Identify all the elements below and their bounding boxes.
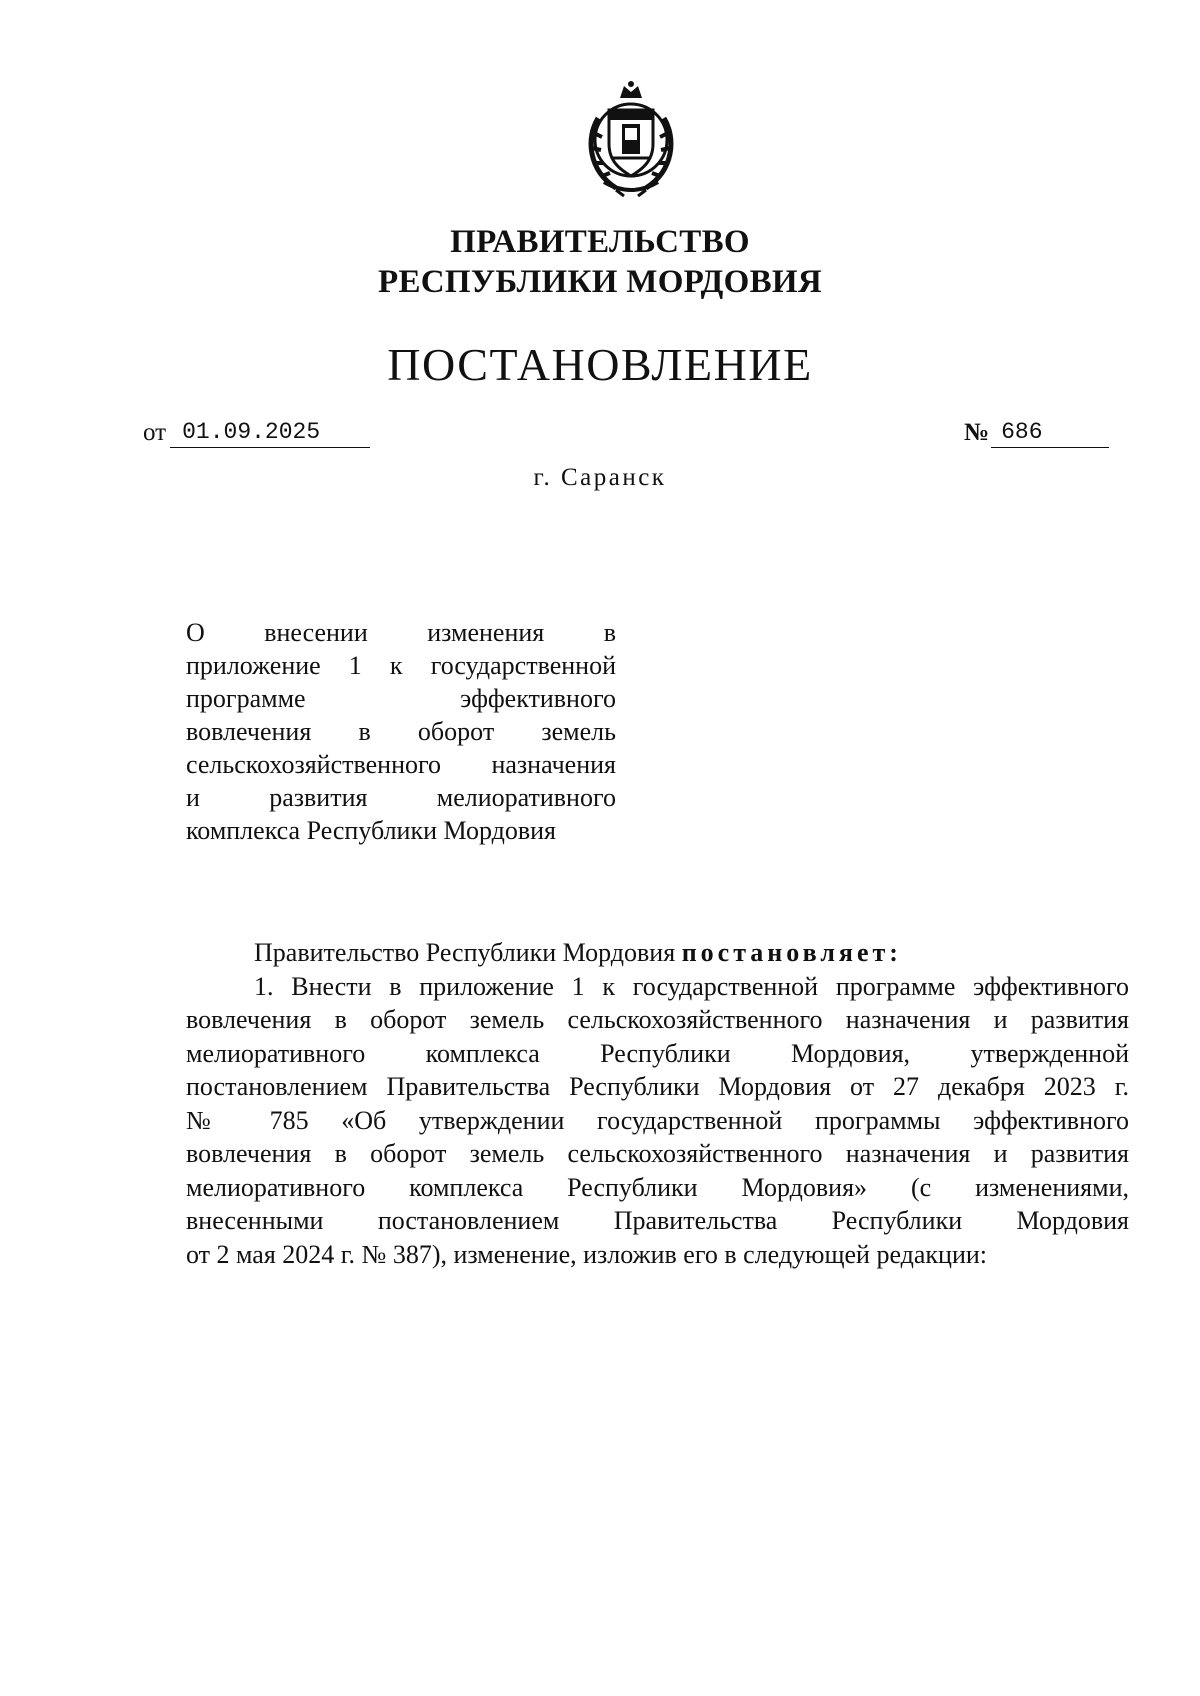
subject-line: комплекса Республики Мордовия (186, 816, 557, 845)
body-line: вовлечения в оборот земель сельскохозяйственного назначения и развития (186, 1139, 1129, 1168)
subject-line: программе эффективного (186, 684, 616, 713)
number-prefix: № (964, 419, 990, 446)
date-value: 01.09.2025 (170, 417, 370, 448)
date-prefix: от (143, 419, 167, 446)
document-type-title: ПОСТАНОВЛЕНИЕ (387, 339, 813, 390)
document-number (964, 408, 1109, 448)
government-name-line2: РЕСПУБЛИКИ МОРДОВИЯ (377, 264, 822, 300)
body-line: мелиоративного комплекса Республики Мордовия, утвержденной (186, 1038, 1129, 1068)
body-line: № 785 «Об утверждении государственной программы эффективного (186, 1105, 1129, 1135)
subject-block (186, 616, 616, 847)
city-name: г. Саранск (533, 464, 667, 491)
body-line: постановлением Правительства Республики Мордовия от 27 декабря 2023 г. (186, 1072, 1129, 1101)
preamble-lead: Правительство Республики Мордовия (254, 938, 682, 967)
body-line: от 2 мая 2024 г. № 387), изменение, изложив его в следующей редакции: (186, 1239, 988, 1269)
preamble-line (186, 936, 1129, 970)
body-line: мелиоративного комплекса Республики Мордовия» (с изменениями, (186, 1172, 1129, 1202)
subject-line: приложение 1 к государственной (186, 651, 616, 680)
number-value: 686 (991, 417, 1109, 448)
preamble-action: постановляет: (681, 938, 902, 967)
government-name-line1: ПРАВИТЕЛЬСТВО (450, 224, 750, 260)
subject-line: О внесении изменения в (186, 618, 616, 647)
coat-of-arms-icon (576, 78, 686, 200)
resolution-body (186, 936, 1129, 1271)
body-line: 1. Внести в приложение 1 к государственной программе эффективного (254, 971, 1129, 1001)
subject-line: сельскохозяйственного назначения (186, 750, 616, 779)
subject-line: вовлечения в оборот земель (186, 717, 616, 746)
body-line: вовлечения в оборот земель сельскохозяйственного назначения и развития (186, 1005, 1129, 1034)
body-line: внесенными постановлением Правительства Республики Мордовия (186, 1206, 1129, 1235)
subject-line: и развития мелиоративного (186, 783, 616, 812)
document-date (143, 408, 370, 448)
